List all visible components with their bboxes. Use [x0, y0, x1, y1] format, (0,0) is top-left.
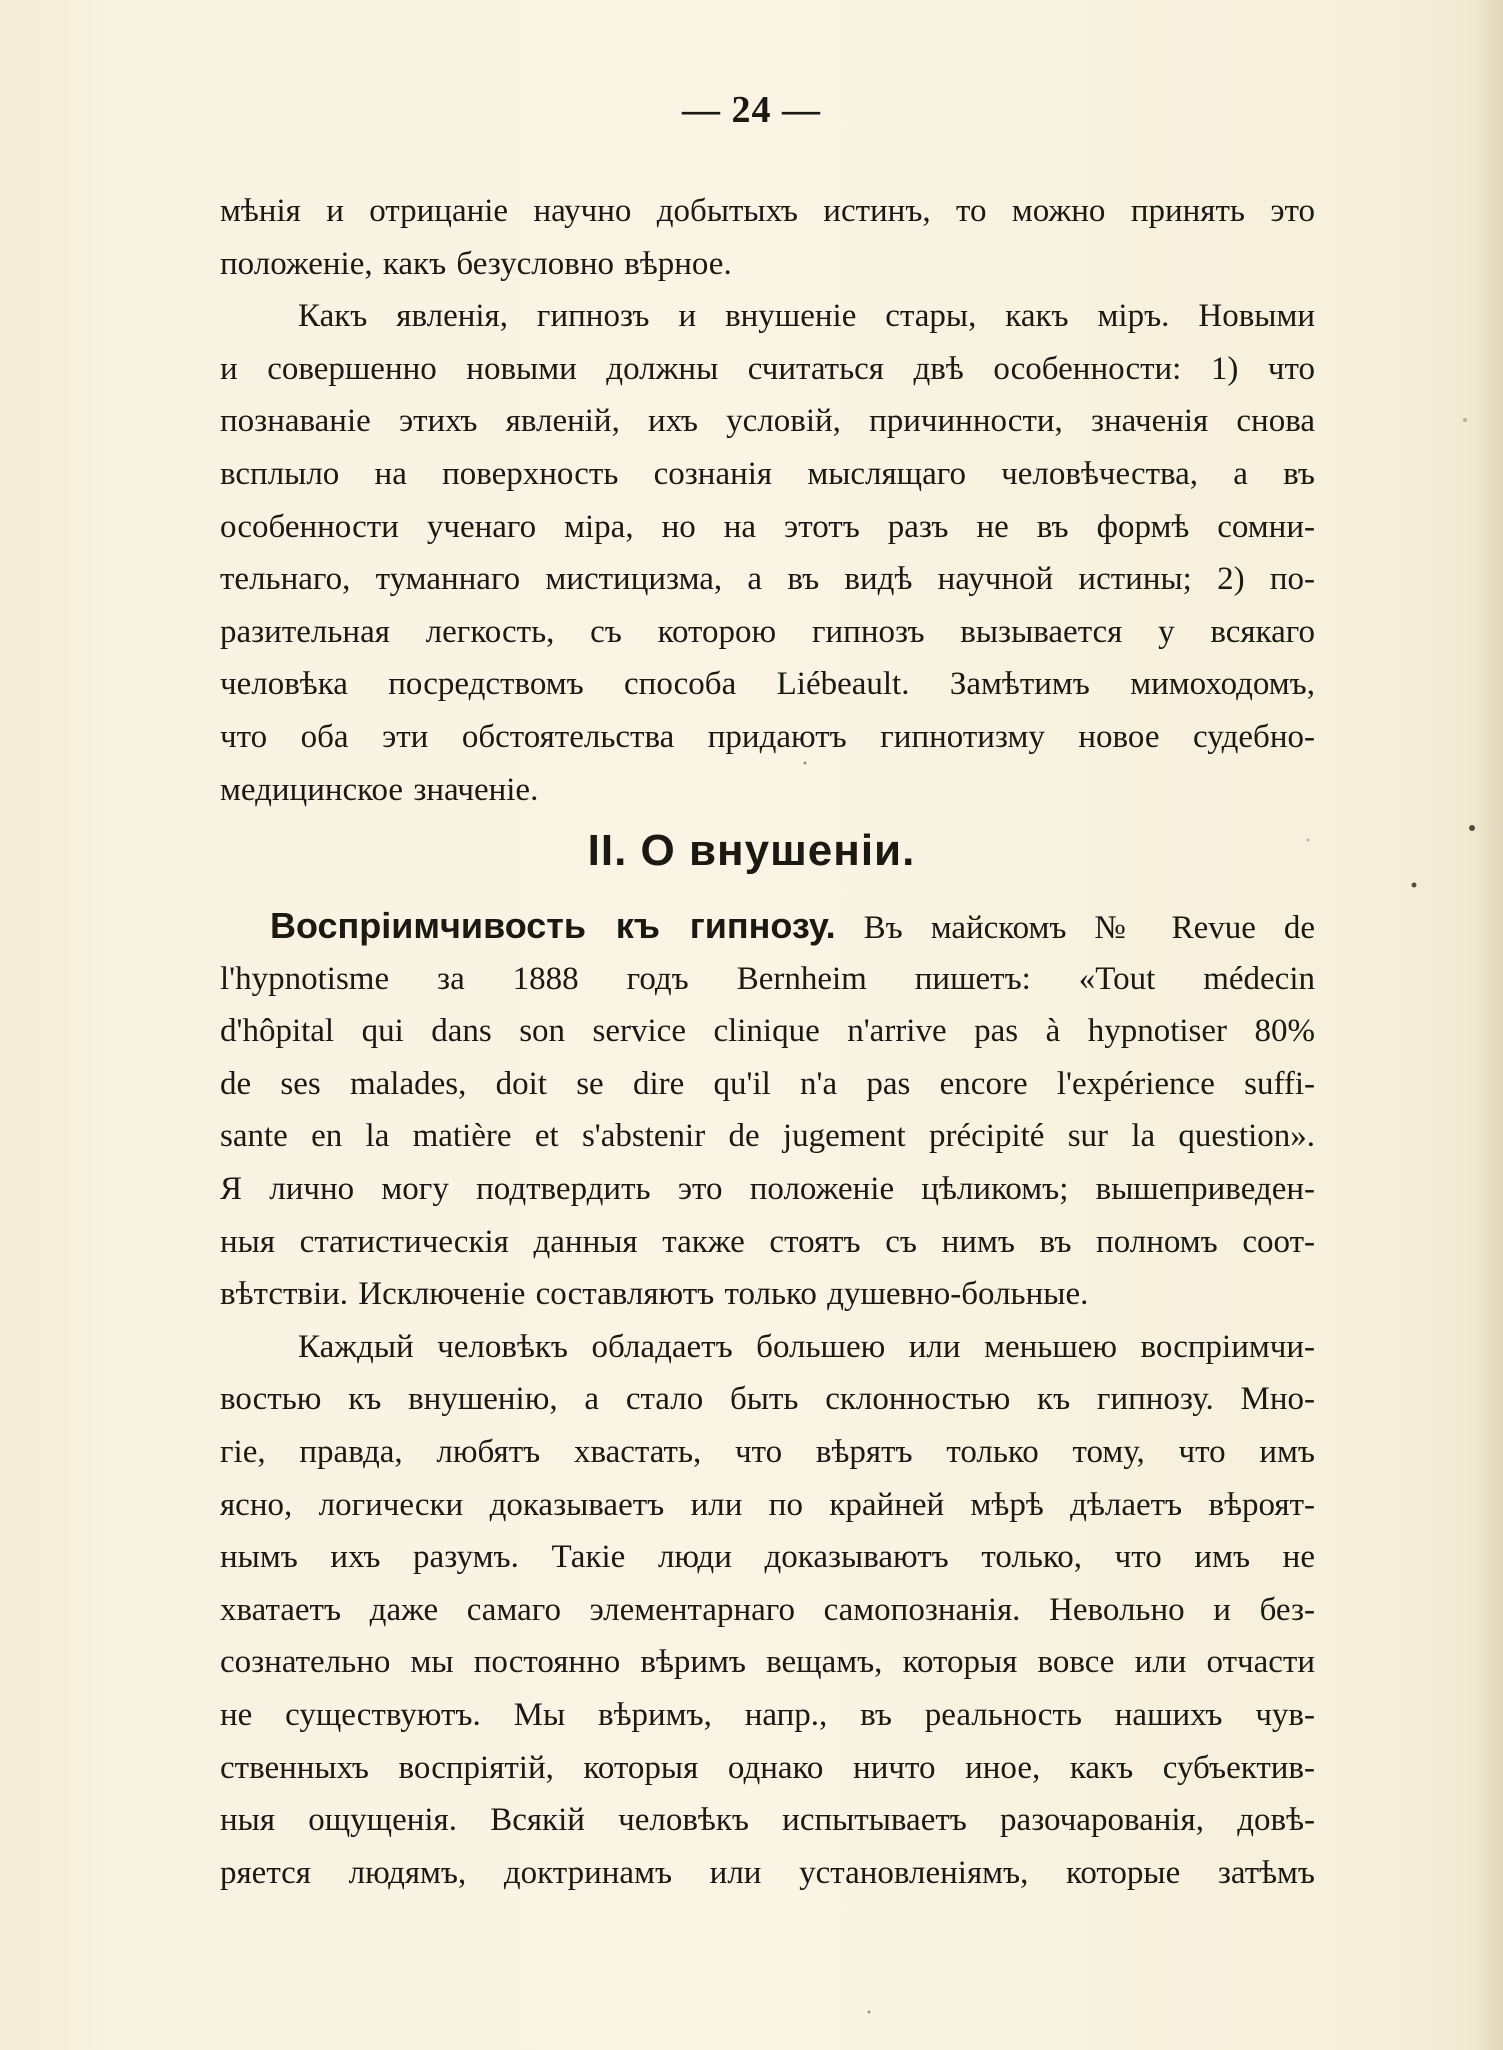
text-line: sante en la matière et s'abstenir de jugement précipité sur la question». — [220, 1118, 1315, 1155]
text-line: нымъ ихъ разумъ. Такіе люди доказываютъ только, что имъ не — [220, 1539, 1315, 1576]
text-line: и совершенно новыми должны считаться двѣ особенности: 1) что — [220, 350, 1315, 387]
text-line: познаваніе этихъ явленій, ихъ условій, причинности, значенія снова — [220, 403, 1315, 440]
text-line: не существуютъ. Мы вѣримъ, напр., въ реальность нашихъ чув- — [220, 1696, 1315, 1733]
text-line: тельнаго, туманнаго мистицизма, а въ видѣ научной истины; 2) по- — [220, 561, 1315, 598]
page-edge-shadow — [1473, 0, 1503, 2050]
text-line: востью къ внушенію, а стало быть склонностью къ гипнозу. Мно- — [220, 1381, 1315, 1418]
text-line: сознательно мы постоянно вѣримъ вещамъ, которыя вовсе или отчасти — [220, 1644, 1315, 1681]
text-line: разительная легкость, съ которою гипнозъ вызывается у всякаго — [220, 613, 1315, 650]
text-line: медицинское значеніе. — [220, 771, 539, 808]
text-line: человѣка посредствомъ способа Liébeault. Замѣтимъ мимоходомъ, — [220, 666, 1315, 703]
body-text-top — [220, 185, 1315, 816]
text-line: ныя ощущенія. Всякій человѣкъ испытываетъ разочарованія, довѣ- — [220, 1802, 1315, 1839]
text-fragment: Въ майскомъ № Revue de — [863, 910, 1315, 946]
text-line: ряется людямъ, доктринамъ или установленіямъ, которые затѣмъ — [220, 1854, 1315, 1891]
text-line: Я лично могу подтвердить это положеніе цѣликомъ; вышеприведен- — [220, 1170, 1315, 1207]
text-line: что оба эти обстоятельства придаютъ гипнотизму новое судебно- — [220, 718, 1315, 755]
page-number: — 24 — — [682, 89, 821, 131]
text-line: ственныхъ воспріятій, которыя однако ничто иное, какъ субъектив- — [220, 1749, 1315, 1786]
text-line: положеніе, какъ безусловно вѣрное. — [220, 245, 732, 282]
text-line: Какъ явленія, гипнозъ и внушеніе стары, какъ міръ. Новыми — [298, 298, 1315, 335]
text-line: особенности ученаго міра, но на этотъ разъ не въ формѣ сомни- — [220, 508, 1315, 545]
text-line: хватаетъ даже самаго элементарнаго самопознанія. Невольно и без- — [220, 1591, 1315, 1628]
body-text-bottom — [220, 900, 1315, 1899]
text-line: мѣнія и отрицаніе научно добытыхъ истинъ, то можно принять это — [220, 193, 1315, 229]
text-line: de ses malades, doit se dire qu'il n'a pas encore l'expérience suffi- — [220, 1065, 1315, 1102]
paragraph-subhead: Воспріимчивость къ гипнозу. — [270, 905, 836, 946]
text-line: вѣтствіи. Исключеніе составляютъ только душевно-больные. — [220, 1276, 1089, 1313]
text-line: l'hypnotisme за 1888 годъ Bernheim пишетъ: «Tout médecin — [220, 960, 1315, 997]
text-line: гіе, правда, любятъ хвастать, что вѣрятъ только тому, что имъ — [220, 1433, 1315, 1470]
text-line-with-subhead — [220, 900, 1315, 953]
text-line: d'hôpital qui dans son service clinique n'arrive pas à hypnotiser 80% — [220, 1013, 1315, 1050]
section-heading: II. О внушеніи. — [587, 826, 916, 875]
text-line: всплыло на поверхность сознанія мыслящаго человѣчества, а въ — [220, 455, 1315, 492]
text-line: ныя статистическія данныя также стоятъ съ нимъ въ полномъ соот- — [220, 1223, 1315, 1260]
text-line: Каждый человѣкъ обладаетъ большею или меньшею воспріимчи- — [298, 1328, 1315, 1365]
text-line: ясно, логически доказываетъ или по крайней мѣрѣ дѣлаетъ вѣроят- — [220, 1486, 1315, 1523]
